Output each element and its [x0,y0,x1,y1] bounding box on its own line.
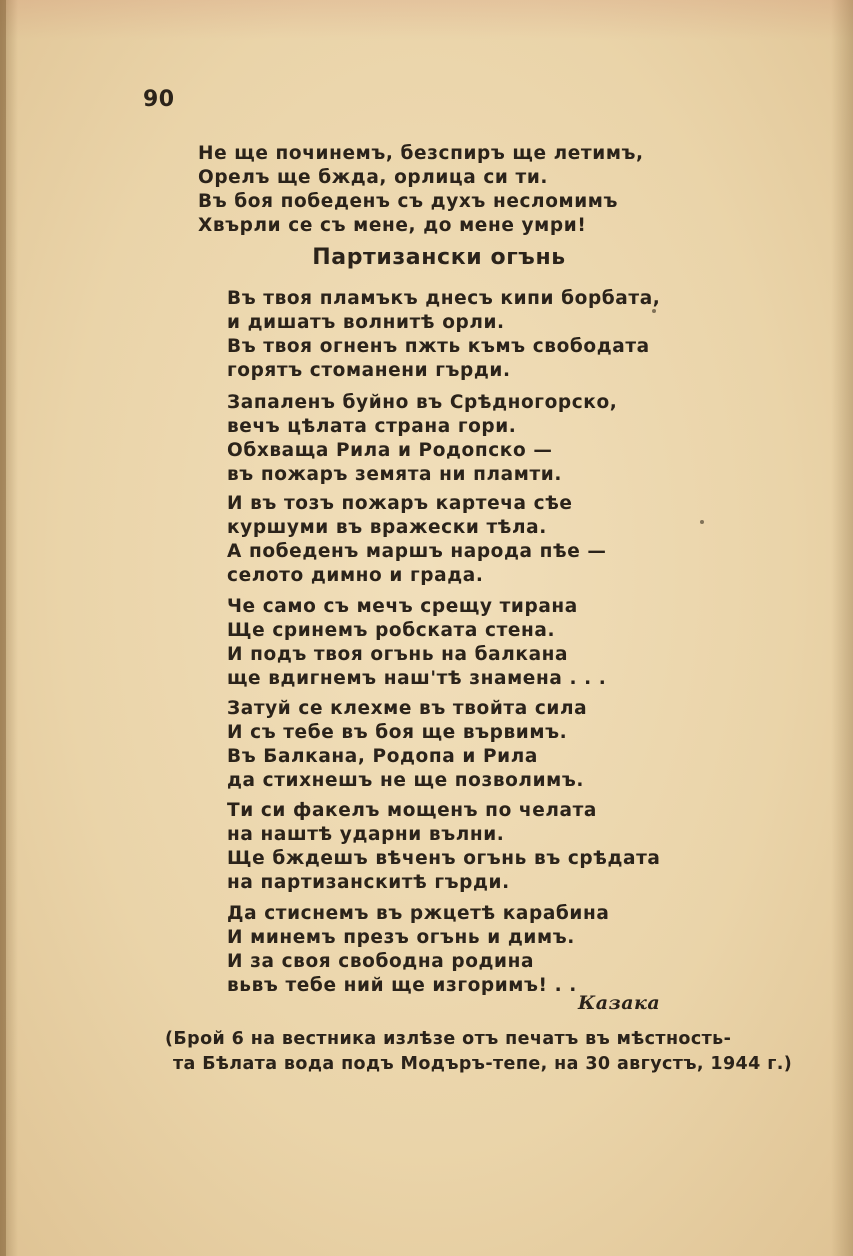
verse-line: Не ще починемъ, безспиръ ще летимъ, [198,143,644,164]
verse-line: и дишатъ волнитѣ орли. [227,312,505,333]
verse-line: ще вдигнемъ наш'тѣ знамена . . . [227,668,607,689]
verse-line: И съ тебе въ боя ще вървимъ. [227,722,568,743]
verse-line: вечъ цѣлата страна гори. [227,416,517,437]
poem-stanza-2 [227,391,617,487]
poem-stanza-5 [227,697,587,793]
verse-line: Че само съ мечъ срещу тирана [227,596,578,617]
publication-note [165,1027,793,1077]
poem-stanza-3 [227,492,607,588]
verse-line: Ти си факелъ мощенъ по челата [227,800,598,821]
publication-note-line: (Брой 6 на вестника излѣзе отъ печатъ въ мѣстность- [165,1029,732,1049]
verse-line: Да стиснемъ въ ржцетѣ карабина [227,903,610,924]
paper-speck [700,520,704,524]
verse-line: вьвъ тебе ний ще изгоримъ! . . [227,975,577,996]
page-number: 90 [143,87,175,112]
paper-speck [652,309,656,313]
poem-author: Казака [578,992,661,1014]
verse-line: Затуй се клехме въ твойта сила [227,698,588,719]
poem-stanza-4 [227,595,606,691]
verse-line: Въ твоя огненъ пжть къмъ свободата [227,336,650,357]
verse-line: И минемъ презъ огънь и димъ. [227,927,575,948]
verse-line: И подъ твоя огънь на балкана [227,644,569,665]
verse-line: И за своя свободна родина [227,951,535,972]
verse-line: Въ боя победенъ съ духъ несломимъ [198,191,619,212]
verse-line: селото димно и града. [227,565,484,586]
poem-title: Партизански огънь [312,245,566,270]
poem-stanza-1 [227,287,660,383]
verse-line: Въ твоя пламъкъ днесъ кипи борбата, [227,288,661,309]
verse-line: на наштѣ ударни вълни. [227,824,505,845]
verse-line: куршуми въ вражески тѣла. [227,517,547,538]
verse-line: Запаленъ буйно въ Срѣдногорско, [227,392,618,413]
verse-line: Обхваща Рила и Родопско — [227,440,553,461]
verse-line: А победенъ маршъ народа пѣе — [227,541,607,562]
poem-stanza-7 [227,902,609,998]
opening-stanza [198,142,644,238]
verse-line: Орелъ ще бжда, орлица си ти. [198,167,549,188]
verse-line: И въ тозъ пожаръ картеча сѣе [227,493,573,514]
verse-line: на партизанскитѣ гърди. [227,872,510,893]
verse-line: горятъ стоманени гърди. [227,360,511,381]
publication-note-line: та Бѣлата вода подъ Модъръ-тепе, на 30 августъ, 1944 г.) [173,1054,793,1074]
verse-line: въ пожаръ земята ни пламти. [227,464,562,485]
page-binding-edge [0,0,6,1256]
verse-line: Ще сринемъ робската стена. [227,620,556,641]
verse-line: Ще бждешъ вѣченъ огънь въ срѣдата [227,848,661,869]
verse-line: Хвърли се съ мене, до мене умри! [198,215,587,236]
verse-line: Въ Балкана, Родопа и Рила [227,746,538,767]
poem-stanza-6 [227,799,661,895]
verse-line: да стихнешъ не ще позволимъ. [227,770,584,791]
